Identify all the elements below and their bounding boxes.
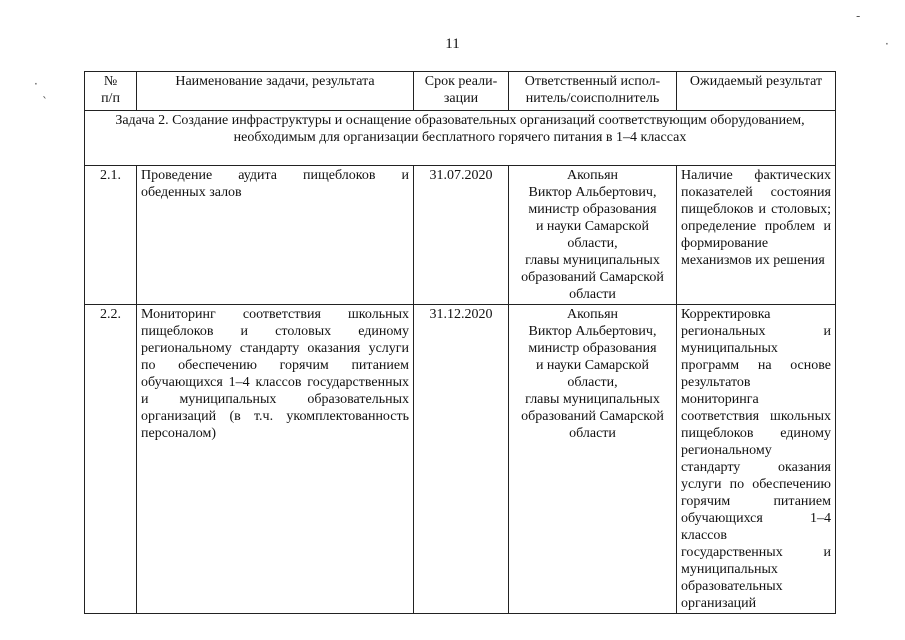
task-heading-row [85, 111, 836, 166]
row-responsible: Акопьян Виктор Альбертович, министр образования и науки Самарской области, главы муниципальных образований Самарской области [509, 166, 677, 305]
table-row [85, 305, 836, 614]
row-name: Проведение аудита пищеблоков и обеденных залов [137, 166, 414, 305]
header-responsible: Ответственный испол- нитель/соисполнитель [509, 72, 677, 111]
scan-speck: - [856, 9, 861, 23]
row-expected: Корректировка региональных и муниципальных программ на основе результатов мониторинга соответствия школьных пищеблоков единому региональному стандарту оказания услуги по обеспечению горячим питанием обучающихся 1–4 классов государственных и муниципальных образовательных организаций [677, 305, 836, 614]
row-name: Мониторинг соответствия школьных пищеблоков и столовых единому региональному стандарту оказания услуги по обеспечению горячим питанием обучающихся 1–4 классов государственных и муниципальных образовательных организаций (в т.ч. укомплектованность персоналом) [137, 305, 414, 614]
row-deadline: 31.07.2020 [414, 166, 509, 305]
page-number: 11 [445, 36, 460, 52]
table-row [85, 166, 836, 305]
header-num: № п/п [85, 72, 137, 111]
row-num: 2.1. [85, 166, 137, 305]
header-name: Наименование задачи, результата [137, 72, 414, 111]
row-deadline: 31.12.2020 [414, 305, 509, 614]
task-heading: Задача 2. Создание инфраструктуры и оснащение образовательных организаций соответствующим оборудованием, необходимым для организации бесплатного горячего питания в 1–4 классах [85, 111, 836, 166]
table-header-row [85, 72, 836, 111]
row-responsible: Акопьян Виктор Альбертович, министр образования и науки Самарской области, главы муниципальных образований Самарской области [509, 305, 677, 614]
row-expected: Наличие фактических показателей состояния пищеблоков и столовых; определение проблем и формирование механизмов их решения [677, 166, 836, 305]
header-expected: Ожидаемый результат [677, 72, 836, 111]
plan-table [84, 71, 836, 614]
scan-speck: · [34, 77, 38, 91]
scan-speck: ` [42, 95, 48, 109]
header-deadline: Срок реали- зации [414, 72, 509, 111]
row-num: 2.2. [85, 305, 137, 614]
scan-speck: · [885, 37, 889, 51]
